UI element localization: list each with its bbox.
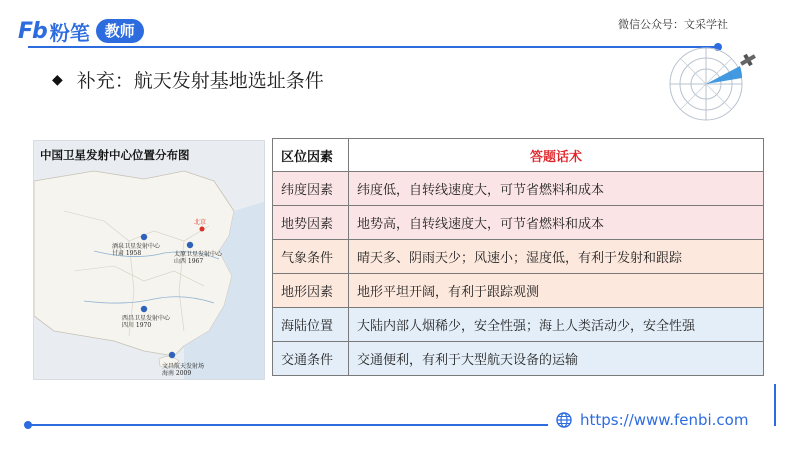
map-title: 中国卫星发射中心位置分布图 [40,148,190,162]
table-header-row [273,139,764,172]
table-row [273,308,764,342]
logo-mark [18,17,90,46]
row-factor: 交通条件 [273,342,349,376]
globe-icon [556,412,572,428]
site-name: 酒泉卫星发射中心 [112,243,161,250]
map-label-taiyuan [174,251,222,265]
header-factor: 区位因素 [273,139,349,172]
heading-text: 补充：航天发射基地选址条件 [76,70,324,92]
site-place-year: 甘肃 1958 [112,250,142,257]
site-place-year: 山西 1967 [174,258,204,265]
map-label-capital: 北京 [194,219,207,226]
top-divider [28,46,718,48]
footer-url-text[interactable]: https://www.fenbi.com [580,411,749,429]
row-text: 地形平坦开阔，有利于跟踪观测 [349,274,764,308]
site-place-year: 四川 1970 [122,322,152,329]
launch-sites-map [33,140,265,380]
row-text: 大陆内部人烟稀少，安全性强；海上人类活动少，安全性强 [349,308,764,342]
wechat-account: 微信公众号：文采学社 [618,18,728,31]
table-row [273,240,764,274]
bullet-diamond-icon: ◆ [52,71,63,88]
side-divider [774,384,776,426]
table-row [273,342,764,376]
table-row [273,274,764,308]
map-label-jiuquan [112,243,160,257]
site-place-year: 海南 2009 [162,370,192,377]
radar-decoration-icon [660,40,764,124]
map-label-wenchang [162,363,204,377]
row-text: 晴天多、阴雨天少；风速小；湿度低，有利于发射和跟踪 [349,240,764,274]
table-row [273,172,764,206]
row-factor: 海陆位置 [273,308,349,342]
row-text: 地势高，自转线速度大，可节省燃料和成本 [349,206,764,240]
site-marker-taiyuan [187,242,193,248]
logo-name: 粉笔 [49,20,90,45]
row-text: 交通便利，有利于大型航天设备的运输 [349,342,764,376]
footer-link[interactable] [556,411,748,429]
capital-marker [200,227,205,232]
header-phrasing: 答题话术 [349,139,764,172]
site-name: 文昌航天发射场 [162,363,205,370]
row-factor: 气象条件 [273,240,349,274]
site-marker-xichang [141,306,147,312]
site-marker-wenchang [169,352,175,358]
logo-fb: Fb [18,18,47,44]
row-factor: 纬度因素 [273,172,349,206]
row-text: 纬度低，自转线速度大，可节省燃料和成本 [349,172,764,206]
section-heading [52,66,324,93]
row-factor: 地势因素 [273,206,349,240]
logo-badge: 教师 [96,19,144,43]
site-marker-jiuquan [141,234,147,240]
brand-logo [18,18,144,44]
site-name: 西昌卫星发射中心 [122,315,171,322]
row-factor: 地形因素 [273,274,349,308]
map-graphic [34,141,265,380]
site-name: 太原卫星发射中心 [174,251,223,258]
table-row [273,206,764,240]
bottom-divider [28,424,548,426]
map-label-xichang [122,315,170,329]
site-conditions-table [272,138,764,376]
